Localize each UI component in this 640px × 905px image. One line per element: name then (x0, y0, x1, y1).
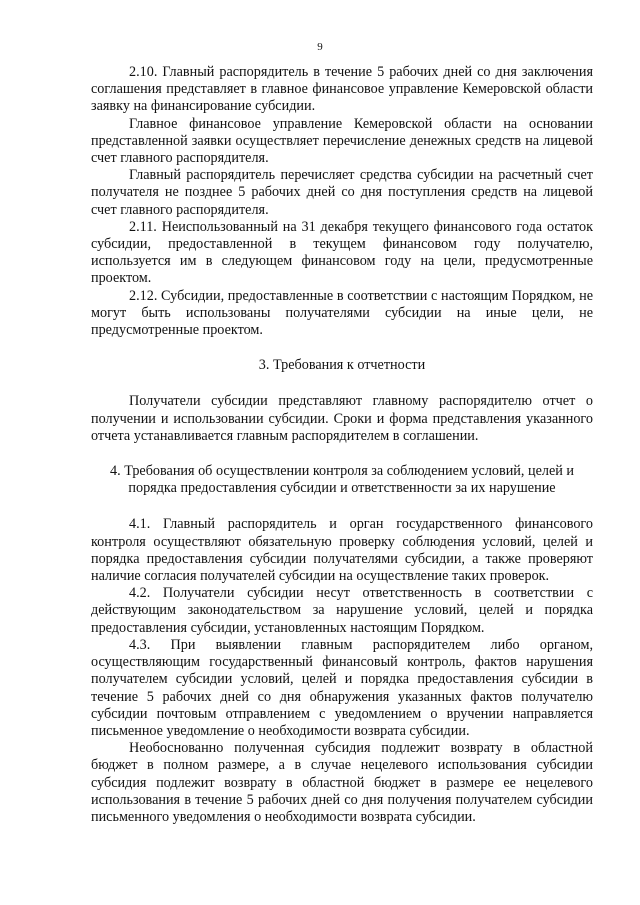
section-3-heading: 3. Требования к отчетности (258, 357, 426, 374)
section-4-heading (91, 463, 593, 497)
paragraph-2-12: 2.12. Субсидии, предоставленные в соответствии с настоящим Порядком, не могут быть использованы получателями субсидии на иные цели, не предусмотренные проектом. (91, 287, 593, 339)
paragraph-finance-transfer: Главное финансовое управление Кемеровской области на основании представленной заявки осуществляет перечисление денежных средств на лицевой счет главного распорядителя. (91, 115, 593, 167)
section-4-heading-line-2: порядка предоставления субсидии и ответственности за их нарушение (128, 480, 556, 497)
paragraph-4-3: 4.3. При выявлении главным распорядителем либо органом, осуществляющим государственный финансовый контроль, фактов нарушения получателем субсидии условий, целей и порядка предоставления субсидии в течение 5 рабочих дней со дня обнаружения указанных фактов получателю субсидии почтовым отправлением с уведомлением о вручении направляется письменное уведомление о необходимости возврата субсидии. (91, 636, 593, 739)
page-number: 9 (317, 41, 323, 53)
paragraph-4-1: 4.1. Главный распорядитель и орган государственного финансового контроля осуществляют обязательную проверку соблюдения условий, целей и порядка предоставления субсидии получателями субсидии, а также проверяют наличие согласия получателей субсидии на осуществление таких проверок. (91, 516, 593, 585)
paragraph-2-10: 2.10. Главный распорядитель в течение 5 рабочих дней со дня заключения соглашения представляет в главное финансовое управление Кемеровской области заявку на финансирование субсидии. (91, 64, 593, 115)
section-4-heading-line-1: 4. Требования об осуществлении контроля за соблюдением условий, целей и (110, 463, 574, 480)
section-3-paragraph: Получатели субсидии представляют главному распорядителю отчет о получении и использовании субсидии. Сроки и форма представления указанного отчета устанавливается главным распорядителем в соглашении. (91, 393, 593, 444)
paragraph-distributor-transfer: Главный распорядитель перечисляет средства субсидии на расчетный счет получателя не позднее 5 рабочих дней со дня поступления средств на лицевой счет главного распорядителя. (91, 167, 593, 218)
paragraph-2-11: 2.11. Неиспользованный на 31 декабря текущего финансового года остаток субсидии, предоставленной в текущем финансовом году получателю, используется им в следующем финансовом году на цели, предусмотренные проектом. (91, 218, 593, 287)
paragraph-4-2: 4.2. Получатели субсидии несут ответственность в соответствии с действующим законодательством за нарушение условий, целей и порядка предоставления субсидии, установленных настоящим Порядком. (91, 585, 593, 636)
paragraph-refund: Необоснованно полученная субсидия подлежит возврату в областной бюджет в полном размере, а в случае нецелевого использования субсидии субсидия подлежит возврату в областной бюджет в размере ее нецелевого использования в течение 5 рабочих дней со дня получения получателем субсидии письменного уведомления о необходимости возврата субсидии. (91, 740, 593, 825)
document-body (91, 64, 593, 826)
